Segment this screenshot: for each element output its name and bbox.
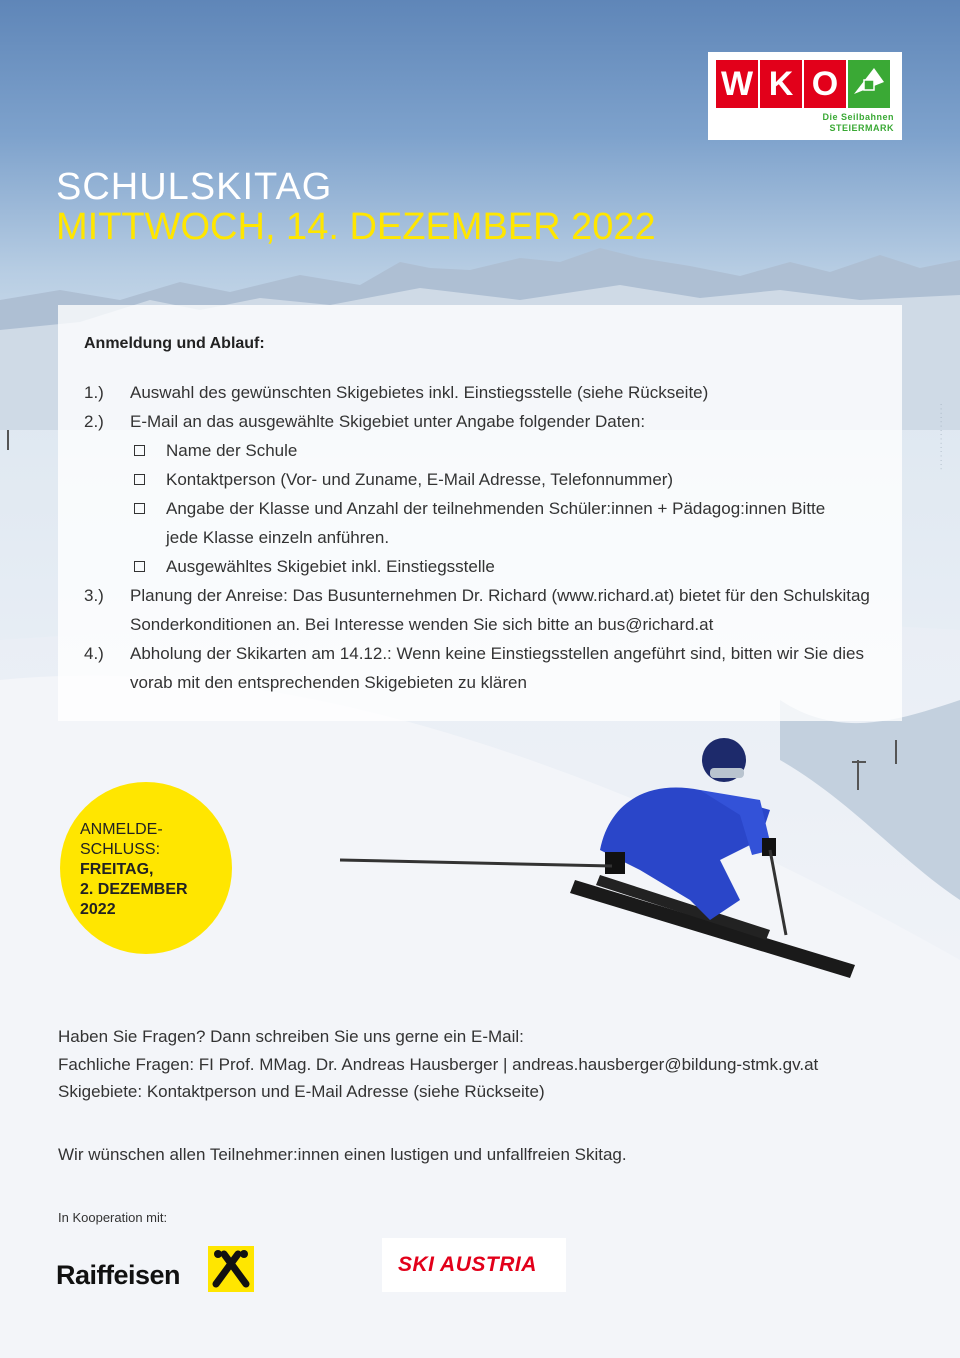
event-date-title: MITTWOCH, 14. DEZEMBER 2022 [56,206,656,248]
logo-letter-w: W [716,60,758,108]
badge-line: 2022 [80,901,116,918]
checkbox-icon [134,561,145,572]
ski-austria-logo [382,1238,566,1292]
deadline-badge [60,782,232,954]
logo-sub-line2: STEIERMARK [829,123,894,133]
checklist-text: Ausgewähltes Skigebiet inkl. Einstiegsstelle [166,557,495,576]
wko-logo [708,52,902,140]
logo-letter-k: K [760,60,802,108]
checkbox-icon [134,503,145,514]
raiffeisen-wordmark: Raiffeisen [56,1260,181,1290]
step-text: E-Mail an das ausgewählte Skigebiet unter Angabe folgender Daten: [130,412,646,431]
checklist-text: Angabe der Klasse und Anzahl der teilnehmenden Schüler:innen + Pädagog:innen Bitte jede Klasse einzeln anführen. [166,499,826,547]
contact-skiareas: Skigebiete: Kontaktperson und E-Mail Adresse (siehe Rückseite) [58,1082,545,1101]
cooperation-label: In Kooperation mit: [58,1210,168,1225]
photo-credit: · · · · · · · · · · · · · · · · [938,403,945,470]
ropeway-icon [848,60,890,108]
raiffeisen-gable-cross-icon [208,1246,254,1292]
closing-message: Wir wünschen allen Teilnehmer:innen einen lustigen und unfallfreien Skitag. [58,1145,627,1164]
badge-line: FREITAG, [80,861,154,878]
step-text: Auswahl des gewünschten Skigebietes inkl. Einstiegsstelle (siehe Rückseite) [130,383,709,402]
contact-expert: Fachliche Fragen: FI Prof. MMag. Dr. Andreas Hausberger | andreas.hausberger@bildung-stmk.gv.at [58,1055,819,1074]
step-text: Abholung der Skikarten am 14.12.: Wenn keine Einstiegsstellen angeführt sind, bitten wir Sie dies vorab mit den entsprechenden Skigebieten zu klären [130,644,864,692]
checkbox-icon [134,474,145,485]
ski-austria-wordmark: SKI AUSTRIA [398,1253,537,1276]
step-text: Planung der Anreise: Das Busunternehmen Dr. Richard (www.richard.at) bietet für den Schulskitag Sonderkonditionen an. Bei Interesse wenden Sie sich bitte an bus@richard.at [130,586,870,634]
badge-line: ANMELDE- [80,821,163,838]
step-number: 2.) [84,412,104,431]
raiffeisen-logo [56,1246,256,1292]
step-number: 3.) [84,586,104,605]
contact-intro: Haben Sie Fragen? Dann schreiben Sie uns gerne ein E-Mail: [58,1027,524,1046]
step-number: 4.) [84,644,104,663]
checklist-text: Kontaktperson (Vor- und Zuname, E-Mail Adresse, Telefonnummer) [166,470,674,489]
checkbox-icon [134,445,145,456]
badge-line: 2. DEZEMBER [80,881,188,898]
page-title: SCHULSKITAG [56,166,333,208]
checklist-text: Name der Schule [166,441,298,460]
badge-line: SCHLUSS: [80,841,161,858]
step-number: 1.) [84,383,104,402]
registration-panel [58,305,902,721]
logo-sub-line1: Die Seilbahnen [822,112,894,122]
logo-letter-o: O [804,60,846,108]
panel-heading: Anmeldung und Ablauf: [84,335,265,352]
